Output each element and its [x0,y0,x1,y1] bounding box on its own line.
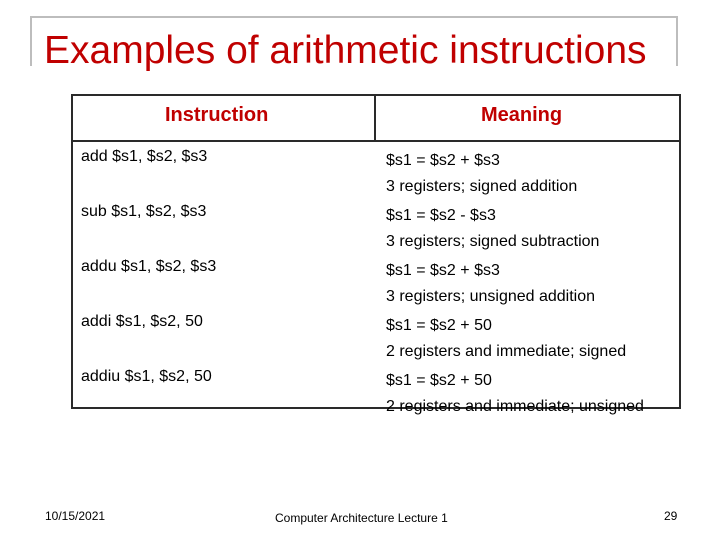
footer-date: 10/15/2021 [45,509,106,523]
meaning-equation: $s1 = $s2 - $s3 [386,207,496,224]
header-instruction: Instruction [165,104,269,126]
header-meaning: Meaning [481,104,563,126]
meaning-equation: $s1 = $s2 + 50 [386,372,492,389]
table-row [73,197,679,251]
slide-frame-top [30,16,678,18]
instruction-cell: add $s1, $s2, $s3 [81,148,208,165]
table-row [73,307,679,361]
instruction-cell: addiu $s1, $s2, 50 [81,368,212,385]
instruction-cell: addi $s1, $s2, 50 [81,313,203,330]
table-row [73,142,679,196]
arithmetic-table [71,94,681,415]
instruction-cell: sub $s1, $s2, $s3 [81,203,207,220]
table-row [73,362,679,416]
meaning-equation: $s1 = $s2 + 50 [386,317,492,334]
meaning-description: 3 registers; signed subtraction [386,233,600,250]
meaning-cell [386,148,577,200]
meaning-cell [386,203,599,255]
slide-frame-left [30,16,32,66]
meaning-cell [386,258,595,310]
table-row [73,252,679,306]
meaning-cell [386,313,626,365]
meaning-description: 3 registers; signed addition [386,178,578,195]
meaning-cell [386,368,644,420]
footer-page-number: 29 [664,509,678,523]
header-column-divider [374,96,376,142]
meaning-description: 2 registers and immediate; unsigned [386,398,644,415]
meaning-description: 3 registers; unsigned addition [386,288,596,305]
slide-title: Examples of arithmetic instructions [44,29,647,72]
footer-course-title: Computer Architecture Lecture 1 [275,511,448,525]
instruction-cell: addu $s1, $s2, $s3 [81,258,217,275]
meaning-description: 2 registers and immediate; signed [386,343,627,360]
meaning-equation: $s1 = $s2 + $s3 [386,262,500,279]
meaning-equation: $s1 = $s2 + $s3 [386,152,500,169]
